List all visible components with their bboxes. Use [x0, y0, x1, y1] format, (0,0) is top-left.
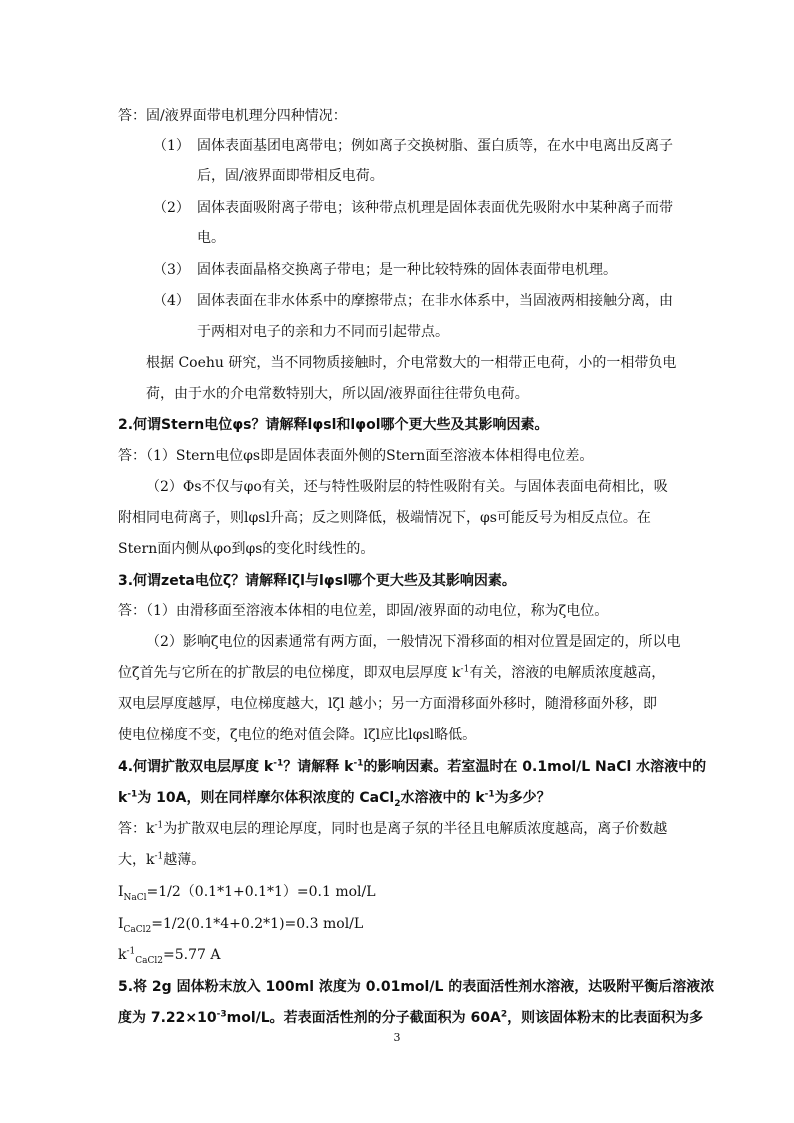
item-number: （1） [153, 138, 190, 154]
subscript: CaCl2 [123, 924, 152, 935]
answer-4-text: 越薄。 [163, 852, 206, 868]
superscript: -1 [127, 789, 138, 800]
superscript: -1 [353, 758, 364, 769]
q4-text: 为 10A，则在同样摩尔体积浓度的 CaCl [137, 790, 395, 806]
item-text: 固体表面在非水体系中的摩擦带点；在非水体系中，当固液两相接触分离，由 [197, 293, 673, 309]
subscript: CaCl2 [135, 955, 164, 966]
answer-2-line: 附相同电荷离子，则lφsl升高；反之则降低，极端情况下，φs可能反号为相反点位。在 [118, 510, 651, 526]
answer-2-line: （2）Φs不仅与φo有关，还与特性吸附层的特性吸附有关。与固体表面电荷相比，吸 [146, 479, 668, 495]
formula-text: =1/2(0.1*4+0.2*1)=0.3 mol/L [151, 916, 364, 932]
answer-2-line: Stern面内侧从φo到φs的变化时线性的。 [118, 541, 375, 557]
superscript: -1 [126, 946, 136, 957]
answer-4-line [118, 819, 667, 839]
subscript: 2 [394, 798, 401, 809]
superscript: -1 [460, 664, 470, 675]
answer-3-text: 位ζ首先与它所在的扩散层的电位梯度，即双电层厚度 k [118, 665, 461, 681]
item-number: （4） [153, 293, 190, 309]
formula-text: =1/2（0.1*1+0.1*1）=0.1 mol/L [146, 884, 376, 900]
item-text: 后，固/液界面即带相反电荷。 [197, 168, 384, 184]
formula-line [118, 882, 376, 902]
answer-3-line: （2）影响ζ电位的因素通常有两方面，一般情况下滑移面的相对位置是固定的，所以电 [146, 634, 681, 650]
answer-4-text: 为扩散双电层的理论厚度，同时也是离子氛的半径且电解质浓度越高，离子价数越 [163, 821, 668, 837]
q4-text: ？请解释 k [283, 759, 354, 775]
answer-3-line: 双电层厚度越厚，电位梯度越大，lζl 越小；另一方面滑移面外移时，随滑移面外移，即 [118, 696, 657, 712]
formula-text: I [118, 916, 124, 932]
formula-text: k [118, 947, 127, 963]
formula-line [118, 945, 220, 965]
q4-text: 为多少？ [494, 790, 551, 806]
item-text: 固体表面吸附离子带电；该种带点机理是固体表面优先吸附水中某种离子而带 [197, 200, 673, 216]
question-5-title [118, 1008, 703, 1028]
item-text: 固体表面晶格交换离子带电；是一种比较特殊的固体表面带电机理。 [197, 262, 617, 278]
answer-3-line: 使电位梯度不变，ζ电位的绝对值会降。lζl应比lφsl略低。 [118, 727, 477, 743]
answer-2-line: 答：（1）Stern电位φs即是固体表面外侧的Stern面至溶液本体相得电位差。 [118, 448, 594, 464]
page-number: 3 [393, 1031, 401, 1044]
formula-text: I [118, 884, 124, 900]
answer-4-line [118, 850, 205, 870]
formula-text: =5.77 A [163, 947, 221, 963]
q5-text: mol/L。若表面活性剂的分子截面积为 60A [226, 1010, 501, 1026]
answer-3-text: 有关，溶液的电解质浓度越高， [469, 665, 666, 681]
superscript: -1 [154, 820, 164, 831]
superscript: -3 [216, 1009, 227, 1020]
coehu-text: 荷，由于水的介电常数特别大，所以固/液界面往往带负电荷。 [146, 386, 529, 402]
q4-text: 水溶液中的 k [400, 790, 485, 806]
answer-3-line: 答：（1）由滑移面至溶液本体相的电位差，即固/液界面的动电位，称为ζ电位。 [118, 603, 609, 619]
item-text: 于两相对电子的亲和力不同而引起带点。 [197, 324, 449, 340]
q4-text: 的影响因素。若室温时在 0.1mol/L NaCl 水溶液中的 [363, 759, 707, 775]
q4-text: k [118, 790, 128, 806]
answer-intro: 答：固/液界面带电机理分四种情况： [118, 108, 347, 124]
q4-text: 4.何谓扩散双电层厚度 k [118, 759, 274, 775]
q5-text: 度为 7.22×10 [118, 1010, 217, 1026]
question-4-title [118, 788, 551, 808]
subscript: NaCl [123, 892, 147, 903]
item-text: 电。 [197, 230, 225, 246]
answer-3-line [118, 663, 665, 683]
superscript: -1 [273, 758, 284, 769]
item-number: （2） [153, 200, 190, 216]
answer-4-text: 大，k [118, 852, 155, 868]
question-3-title: 3.何谓zeta电位ζ？请解释lζl与lφsl哪个更大些及其影响因素。 [118, 573, 516, 589]
question-2-title: 2.何谓Stern电位φs？请解释lφsl和lφol哪个更大些及其影响因素。 [118, 417, 549, 433]
q5-text: ，则该固体粉末的比表面积为多 [507, 1010, 704, 1026]
question-4-title [118, 757, 706, 777]
superscript: -1 [154, 851, 164, 862]
question-5-title: 5.将 2g 固体粉末放入 100ml 浓度为 0.01mol/L 的表面活性剂水溶液，达吸附平衡后溶液浓 [118, 979, 715, 995]
formula-line [118, 914, 363, 934]
coehu-text: 根据 Coehu 研究，当不同物质接触时，介电常数大的一相带正电荷，小的一相带负电 [146, 355, 677, 371]
item-number: （3） [153, 262, 190, 278]
item-text: 固体表面基团电离带电；例如离子交换树脂、蛋白质等，在水中电离出反离子 [197, 138, 673, 154]
superscript: -1 [484, 789, 495, 800]
superscript: 2 [500, 1009, 508, 1020]
answer-4-text: 答：k [118, 821, 155, 837]
